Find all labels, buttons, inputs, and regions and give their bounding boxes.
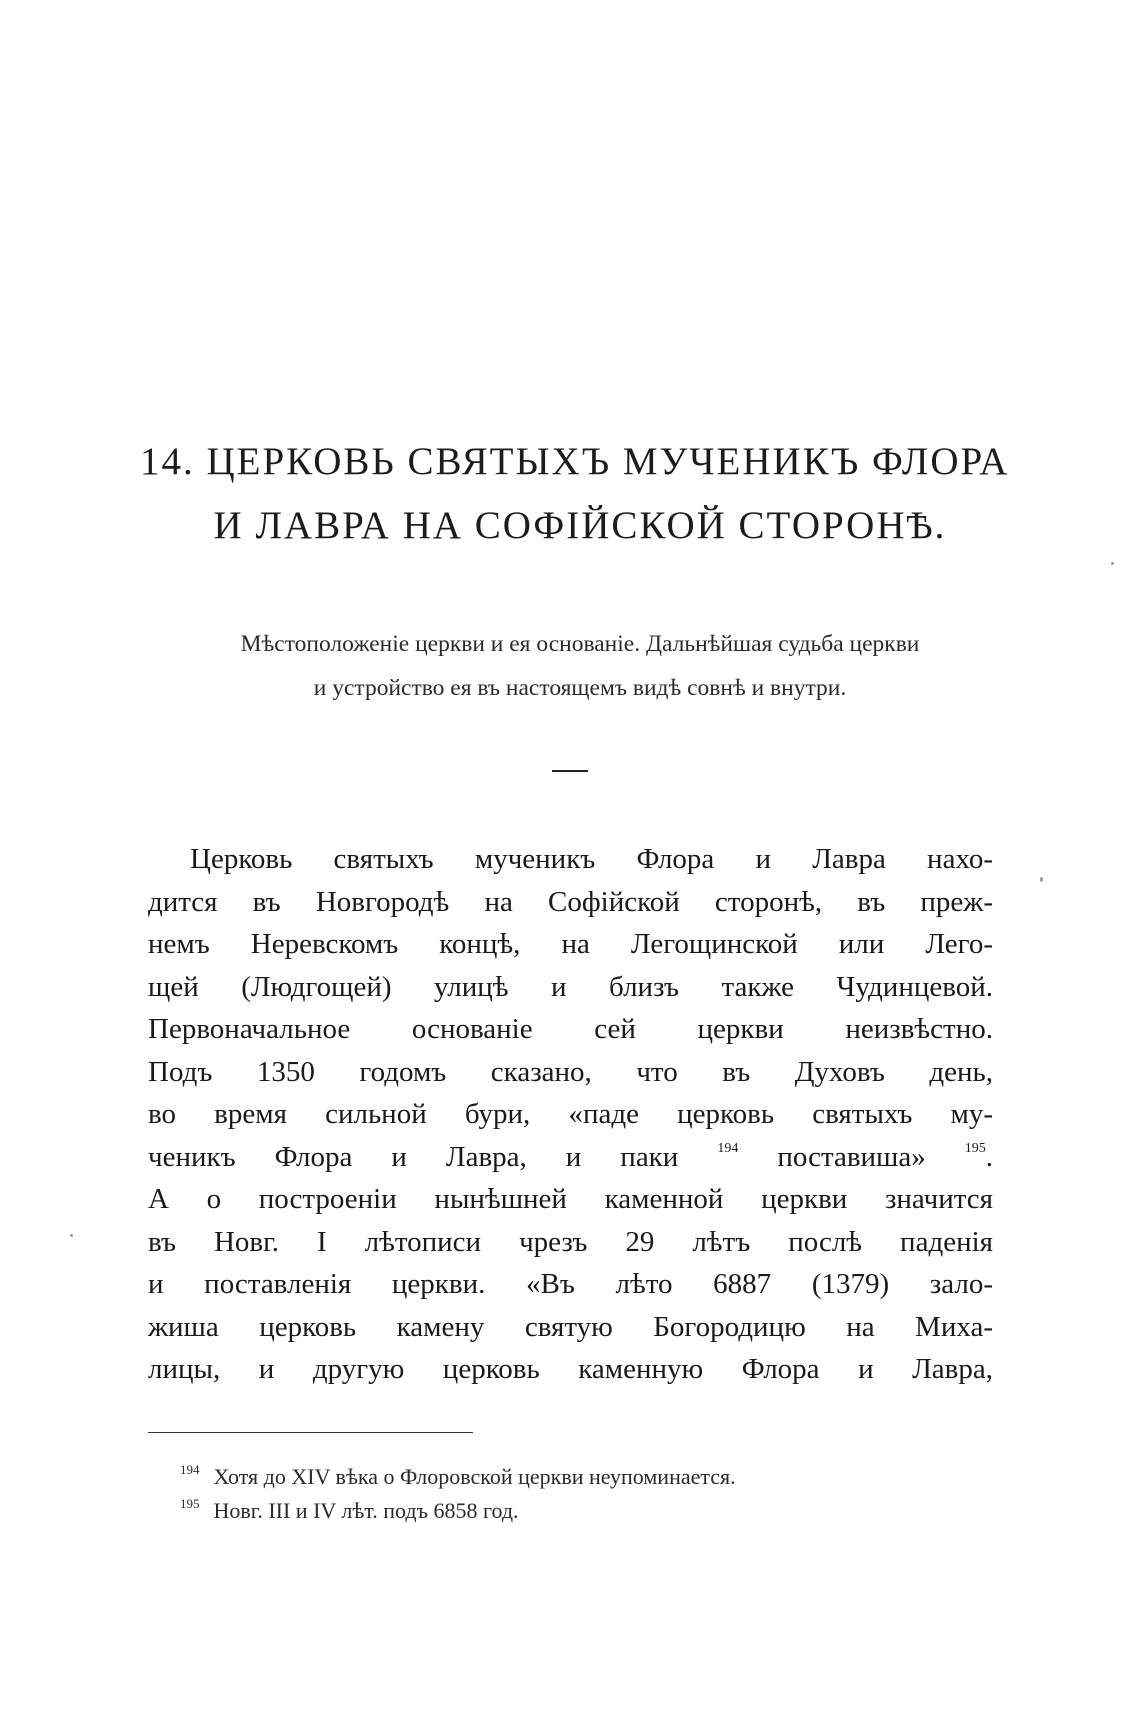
chapter-synopsis bbox=[140, 622, 1020, 710]
body-line-with-footnote-refs bbox=[148, 1136, 993, 1179]
body-line: и поставленія церкви. «Въ лѣто 6887 (1379) зало- bbox=[148, 1268, 993, 1300]
body-line: щей (Людгощей) улицѣ и близъ также Чудинцевой. bbox=[148, 970, 993, 1003]
body-line-segment: поставиша» bbox=[777, 1140, 926, 1173]
footnote-number: 194 bbox=[180, 1462, 200, 1477]
body-line: лицы, и другую церковь каменную Флора и Лавра, bbox=[148, 1353, 993, 1385]
body-line: дится въ Новгородѣ на Софійской сторонѣ, въ преж- bbox=[148, 885, 993, 918]
body-line-segment: ченикъ Флора и Лавра, и паки bbox=[148, 1140, 679, 1173]
footnote-ref-195[interactable]: 195 bbox=[964, 1140, 986, 1156]
chapter-heading bbox=[140, 430, 1020, 558]
body-line: въ Новг. I лѣтописи чрезъ 29 лѣтъ послѣ паденія bbox=[148, 1225, 993, 1258]
body-line: жиша церковь камену святую Богородицю на Миха- bbox=[148, 1310, 993, 1343]
paper-speck bbox=[70, 1234, 73, 1237]
chapter-heading-line-2: И ЛАВРА НА СОФІЙСКОЙ СТОРОНѢ. bbox=[213, 504, 947, 547]
body-line: А о построеніи нынѣшней каменной церкви значится bbox=[148, 1183, 993, 1215]
body-line: Церковь святыхъ мученикъ Флора и Лавра нахо- bbox=[190, 843, 993, 875]
synopsis-line-2: и устройство ея въ настоящемъ видѣ совнѣ и внутри. bbox=[313, 675, 847, 701]
body-line: Подъ 1350 годомъ сказано, что въ Духовъ день, bbox=[148, 1055, 993, 1088]
footnote-195 bbox=[180, 1494, 1000, 1528]
body-line: немъ Неревскомъ концѣ, на Легощинской или Лего- bbox=[148, 928, 993, 960]
footnote-number: 195 bbox=[180, 1496, 200, 1511]
footnote-separator-rule bbox=[148, 1432, 473, 1433]
body-line-segment: . bbox=[985, 1140, 994, 1173]
body-paragraph bbox=[148, 838, 993, 1391]
section-divider-dash bbox=[552, 770, 588, 772]
footnote-194 bbox=[180, 1460, 1000, 1494]
footnote-text: Хотя до XIV вѣка о Флоровской церкви неупоминается. bbox=[213, 1464, 736, 1489]
body-line: Первоначальное основаніе сей церкви неизвѣстно. bbox=[148, 1013, 993, 1045]
synopsis-line-1: Мѣстоположеніе церкви и ея основаніе. Дальнѣйшая судьба церкви bbox=[240, 631, 920, 657]
footnotes bbox=[180, 1460, 1000, 1528]
footnote-ref-194[interactable]: 194 bbox=[717, 1140, 739, 1156]
footnote-text: Новг. III и IV лѣт. подъ 6858 год. bbox=[213, 1498, 519, 1523]
paper-speck bbox=[1111, 562, 1114, 565]
paper-speck bbox=[1040, 877, 1043, 882]
chapter-heading-line-1: 14. ЦЕРКОВЬ СВЯТЫХЪ МУЧЕНИКЪ ФЛОРА bbox=[140, 440, 1010, 483]
body-line: во время сильной бури, «паде церковь святыхъ му- bbox=[148, 1098, 993, 1130]
